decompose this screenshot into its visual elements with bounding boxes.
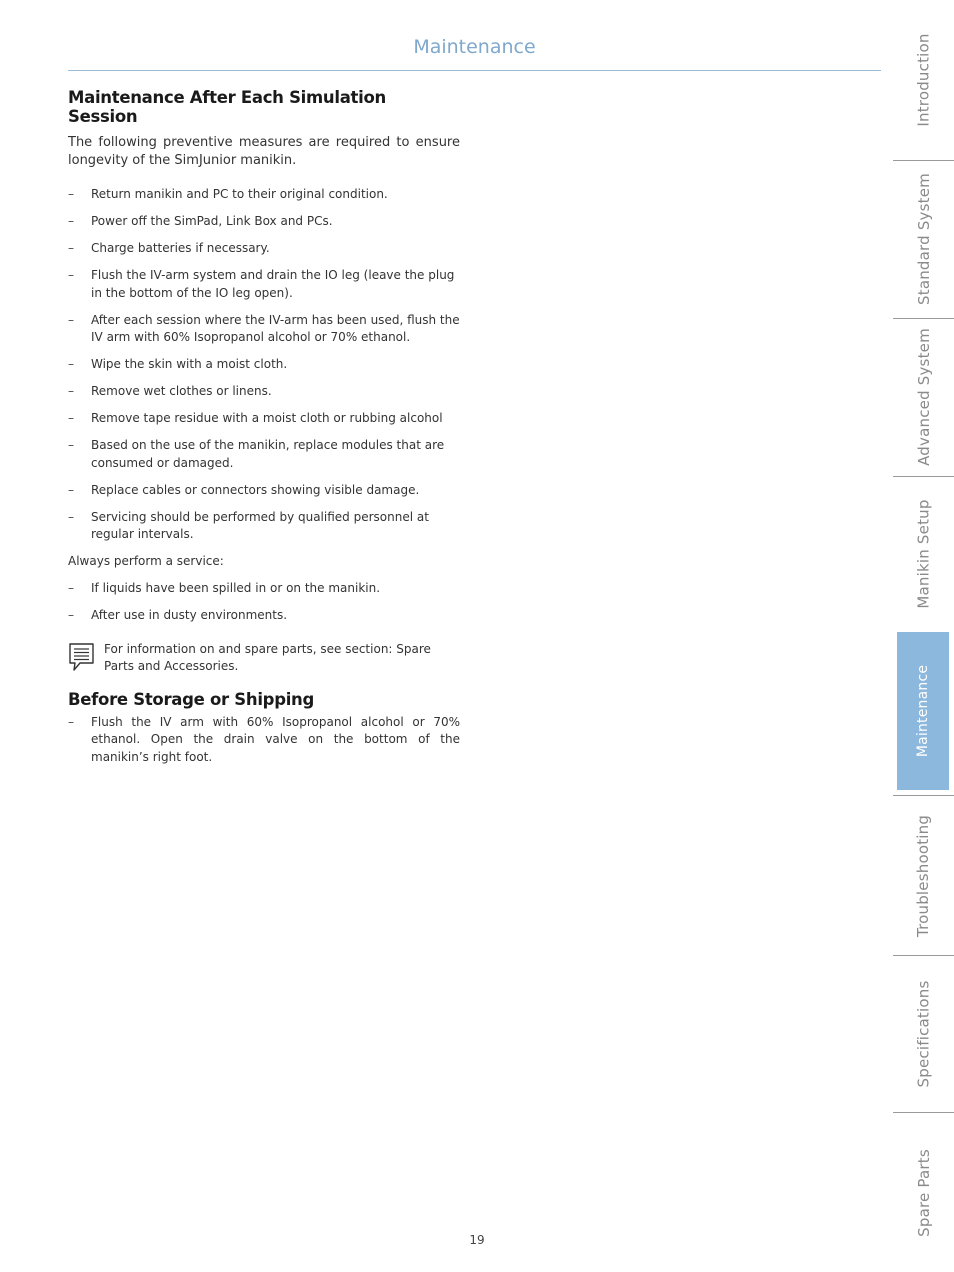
dash-marker: – bbox=[68, 312, 74, 327]
service-list bbox=[68, 580, 460, 625]
list-item-text: Wipe the skin with a moist cloth. bbox=[91, 357, 288, 371]
list-item bbox=[68, 312, 460, 347]
tab-introduction[interactable] bbox=[893, 0, 954, 161]
dash-marker: – bbox=[68, 438, 74, 452]
list-item-text: Flush the IV arm with 60% Isopropanol alcohol or 70% ethanol. Open the drain valve on the bottom of the manikin’s right foot. bbox=[91, 714, 460, 764]
list-item bbox=[68, 186, 460, 204]
list-item bbox=[68, 240, 460, 258]
list-item bbox=[68, 509, 460, 544]
list-item bbox=[68, 580, 460, 598]
tab-spare-parts[interactable] bbox=[893, 1113, 954, 1272]
list-item bbox=[68, 410, 460, 428]
list-item-text: Return manikin and PC to their original condition. bbox=[91, 187, 388, 201]
list-item bbox=[68, 714, 460, 767]
list-item bbox=[68, 356, 460, 374]
list-item-text: Charge batteries if necessary. bbox=[91, 241, 270, 255]
list-item bbox=[68, 383, 460, 401]
tab-label: Spare Parts bbox=[914, 1148, 933, 1237]
dash-marker: – bbox=[68, 482, 74, 497]
list-item-text: Remove wet clothes or linens. bbox=[91, 384, 272, 398]
service-intro: Always perform a service: bbox=[68, 554, 224, 568]
list-item-text: Flush the IV-arm system and drain the IO leg (leave the plug in the bottom of the IO leg open). bbox=[91, 268, 455, 300]
dash-marker: – bbox=[68, 187, 74, 201]
dash-marker: – bbox=[68, 509, 74, 524]
main-content bbox=[68, 88, 460, 776]
list-item bbox=[68, 267, 460, 302]
page-title: Maintenance bbox=[413, 36, 536, 58]
tab-label: Troubleshooting bbox=[914, 814, 933, 937]
tab-label: Advanced System bbox=[914, 328, 933, 466]
dash-marker: – bbox=[68, 581, 74, 595]
dash-marker: – bbox=[68, 714, 74, 729]
list-item bbox=[68, 213, 460, 231]
dash-marker: – bbox=[68, 214, 74, 228]
tab-label: Specifications bbox=[914, 980, 933, 1087]
tab-troubleshooting[interactable] bbox=[893, 795, 954, 956]
list-item-text: If liquids have been spilled in or on the manikin. bbox=[91, 581, 381, 595]
dash-marker: – bbox=[68, 357, 74, 371]
tab-maintenance[interactable] bbox=[897, 632, 949, 790]
maintenance-list bbox=[68, 186, 460, 544]
list-item-text: Replace cables or connectors showing visible damage. bbox=[91, 482, 420, 497]
tab-label: Standard System bbox=[914, 173, 933, 305]
page-number: 19 bbox=[469, 1233, 485, 1247]
section-intro: The following preventive measures are required to ensure longevity of the SimJunior manikin. bbox=[68, 135, 460, 168]
tab-manikin-setup[interactable] bbox=[893, 476, 954, 632]
tab-label: Maintenance bbox=[915, 664, 932, 758]
tab-advanced-system[interactable] bbox=[893, 318, 954, 477]
tab-label: Introduction bbox=[914, 33, 933, 127]
list-item bbox=[68, 607, 460, 625]
note-text: For information on and spare parts, see section: Spare Parts and Accessories. bbox=[104, 641, 431, 673]
header-divider bbox=[68, 70, 881, 71]
section-heading-storage: Before Storage or Shipping bbox=[68, 689, 315, 709]
list-item bbox=[68, 437, 460, 472]
dash-marker: – bbox=[68, 608, 74, 622]
list-item-text: Servicing should be performed by qualified personnel at regular intervals. bbox=[91, 509, 429, 541]
dash-marker: – bbox=[68, 411, 74, 425]
note-icon bbox=[68, 642, 96, 672]
list-item-text: After each session where the IV-arm has been used, flush the IV arm with 60% Isopropanol alcohol or 70% ethanol. bbox=[91, 312, 460, 344]
list-item-text: Power off the SimPad, Link Box and PCs. bbox=[91, 214, 333, 228]
list-item-text: Based on the use of the manikin, replace modules that are consumed or damaged. bbox=[91, 438, 445, 470]
tab-label: Manikin Setup bbox=[914, 499, 933, 609]
list-item-text: After use in dusty environments. bbox=[91, 608, 288, 622]
dash-marker: – bbox=[68, 241, 74, 255]
storage-list bbox=[68, 714, 460, 767]
tab-standard-system[interactable] bbox=[893, 160, 954, 319]
section-heading-maintenance: Maintenance After Each Simulation Session bbox=[68, 88, 386, 126]
dash-marker: – bbox=[68, 268, 74, 282]
dash-marker: – bbox=[68, 384, 74, 398]
info-note bbox=[68, 641, 460, 676]
tab-specifications[interactable] bbox=[893, 955, 954, 1113]
list-item bbox=[68, 482, 460, 500]
list-item-text: Remove tape residue with a moist cloth or rubbing alcohol bbox=[91, 411, 443, 425]
section-tabs bbox=[893, 0, 954, 1272]
